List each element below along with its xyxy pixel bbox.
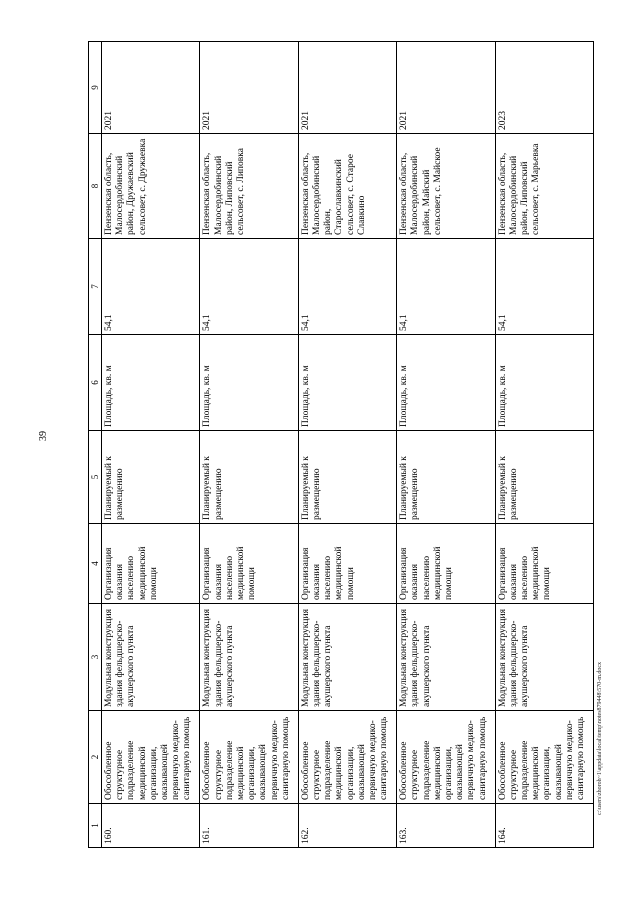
column-header: 4 (89, 524, 102, 604)
table-row (102, 42, 200, 848)
purpose-cell: Организация оказания населению медицинской помощи (200, 524, 298, 604)
row-number: 163. (397, 804, 495, 848)
document-table-container (88, 42, 594, 848)
subdivision-cell: Обособленное структурное подразделение медицинской организации, оказывающей первичную медико-санитарную помощь (298, 711, 396, 804)
location-cell: Пензенская область, Малосердобинский район, Липовский сельсовет, с. Липовка (200, 134, 298, 239)
row-number: 164. (495, 804, 593, 848)
row-number: 162. (298, 804, 396, 848)
column-header: 7 (89, 239, 102, 335)
year-cell: 2021 (397, 42, 495, 134)
year-cell: 2021 (102, 42, 200, 134)
column-header: 9 (89, 42, 102, 134)
parameter-cell: Площадь, кв. м (397, 335, 495, 431)
column-header: 3 (89, 604, 102, 711)
purpose-cell: Организация оказания населению медицинской помощи (495, 524, 593, 604)
table-row (397, 42, 495, 848)
year-cell: 2023 (495, 42, 593, 134)
file-path-footer: c:\users\zhoroh~1\appdata\local\temp\notes879448\570-m.docx (597, 661, 603, 815)
object-cell: Модульная конструкция здания фельдшерско-акушерского пункта (397, 604, 495, 711)
object-cell: Модульная конструкция здания фельдшерско-акушерского пункта (298, 604, 396, 711)
subdivision-cell: Обособленное структурное подразделение медицинской организации, оказывающей первичную медико-санитарную помощь (397, 711, 495, 804)
value-cell: 54,1 (102, 239, 200, 335)
column-header: 5 (89, 431, 102, 524)
table-row (298, 42, 396, 848)
status-cell: Планируемый к размещению (102, 431, 200, 524)
column-header: 1 (89, 804, 102, 848)
value-cell: 54,1 (397, 239, 495, 335)
year-cell: 2021 (200, 42, 298, 134)
status-cell: Планируемый к размещению (495, 431, 593, 524)
year-cell: 2021 (298, 42, 396, 134)
status-cell: Планируемый к размещению (298, 431, 396, 524)
column-header: 2 (89, 711, 102, 804)
table-row (200, 42, 298, 848)
location-cell: Пензенская область, Малосердобинский район, Липовский сельсовет, с. Марьевка (495, 134, 593, 239)
object-cell: Модульная конструкция здания фельдшерско-акушерского пункта (495, 604, 593, 711)
status-cell: Планируемый к размещению (200, 431, 298, 524)
column-header: 8 (89, 134, 102, 239)
location-cell: Пензенская область, Малосердобинский район, Старославкинский сельсовет, с. Старое Славкино (298, 134, 396, 239)
parameter-cell: Площадь, кв. м (102, 335, 200, 431)
location-cell: Пензенская область, Малосердобинский район, Майский сельсовет, с. Майское (397, 134, 495, 239)
column-header: 6 (89, 335, 102, 431)
object-cell: Модульная конструкция здания фельдшерско-акушерского пункта (200, 604, 298, 711)
object-cell: Модульная конструкция здания фельдшерско-акушерского пункта (102, 604, 200, 711)
row-number: 160. (102, 804, 200, 848)
purpose-cell: Организация оказания населению медицинской помощи (102, 524, 200, 604)
location-cell: Пензенская область, Малосердобинский район, Дружаевский сельсовет, с. Дружаевка (102, 134, 200, 239)
parameter-cell: Площадь, кв. м (200, 335, 298, 431)
subdivision-cell: Обособленное структурное подразделение медицинской организации, оказывающей первичную медико-санитарную помощь (200, 711, 298, 804)
value-cell: 54,1 (495, 239, 593, 335)
parameter-cell: Площадь, кв. м (495, 335, 593, 431)
status-cell: Планируемый к размещению (397, 431, 495, 524)
table-header-row (89, 42, 102, 848)
purpose-cell: Организация оказания населению медицинской помощи (298, 524, 396, 604)
parameter-cell: Площадь, кв. м (298, 335, 396, 431)
value-cell: 54,1 (200, 239, 298, 335)
subdivision-cell: Обособленное структурное подразделение медицинской организации, оказывающей первичную медико-санитарную помощь (102, 711, 200, 804)
purpose-cell: Организация оказания населению медицинской помощи (397, 524, 495, 604)
page-number: 39 (38, 431, 49, 441)
table-row (495, 42, 593, 848)
subdivision-cell: Обособленное структурное подразделение медицинской организации, оказывающей первичную медико-санитарную помощь (495, 711, 593, 804)
objects-table (88, 41, 594, 848)
row-number: 161. (200, 804, 298, 848)
value-cell: 54,1 (298, 239, 396, 335)
